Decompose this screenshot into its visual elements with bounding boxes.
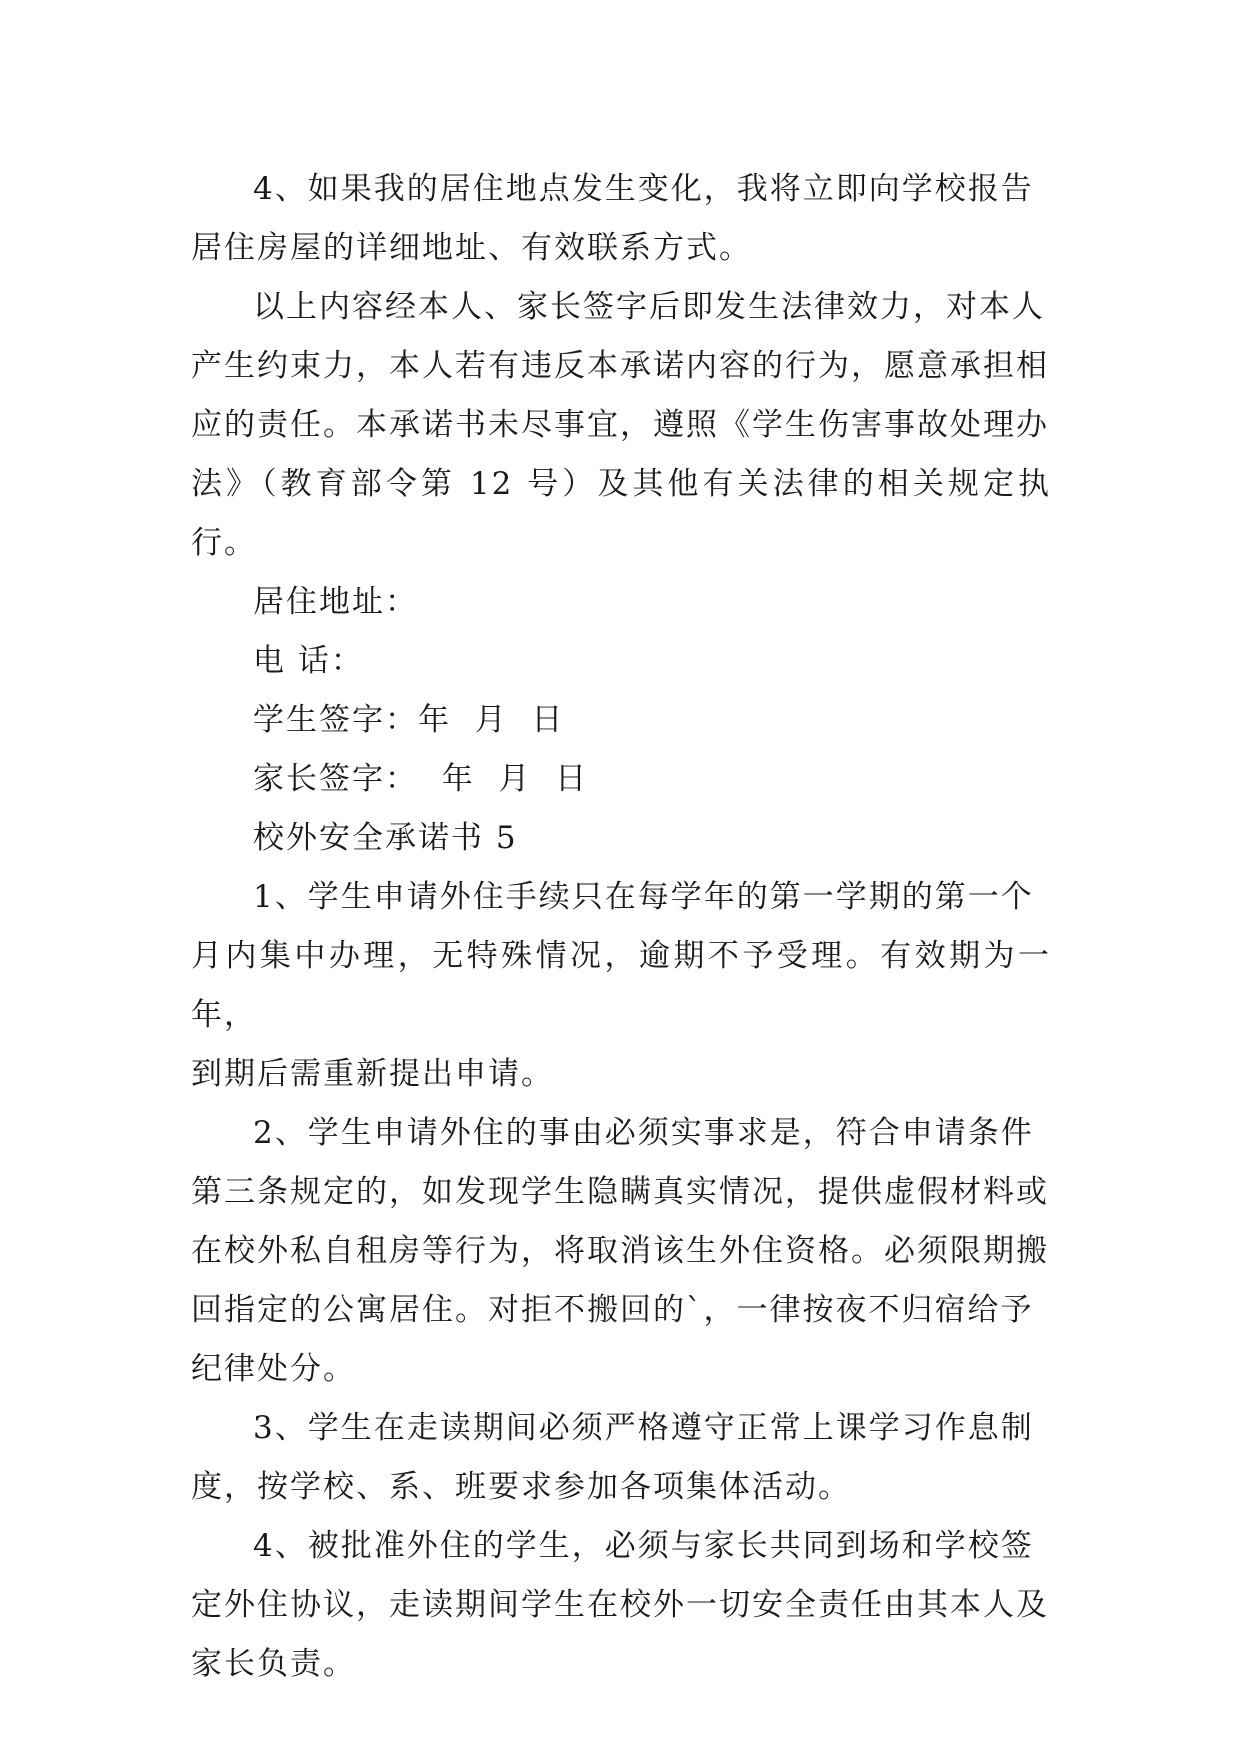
parent-signature-line: 家长签字： 年 月 日 [253, 761, 589, 797]
paragraph-item-4-relocation [191, 160, 1051, 278]
document-body [191, 160, 1051, 1694]
text-line: 法》（教育部令第 12 号）及其他有关法律的相关规定执行。 [191, 466, 1051, 561]
text-line: 月内集中办理，无特殊情况，逾期不予受理。有效期为一年， [191, 938, 1051, 1033]
paragraph-item-2-reasons [191, 1104, 1051, 1399]
text-line: 纪律处分。 [191, 1351, 356, 1387]
text-line: 定外住协议，走读期间学生在校外一切安全责任由其本人及 [191, 1587, 1049, 1623]
text-line: 4、如果我的居住地点发生变化，我将立即向学校报告 [253, 171, 1034, 207]
text-line: 第三条规定的，如发现学生隐瞒真实情况，提供虚假材料或 [191, 1174, 1049, 1210]
phone-field-label: 电 话： [253, 643, 364, 679]
text-line: 3、学生在走读期间必须严格遵守正常上课学习作息制 [253, 1410, 1034, 1446]
paragraph-item-4-agreement [191, 1517, 1051, 1694]
paragraph-legal-effect [191, 278, 1051, 573]
text-line: 产生约束力，本人若有违反本承诺内容的行为，愿意承担相 [191, 348, 1049, 384]
section-title: 校外安全承诺书 5 [253, 820, 518, 856]
text-line: 回指定的公寓居住。对拒不搬回的`，一律按夜不归宿给予 [191, 1292, 1034, 1328]
text-line: 度，按学校、系、班要求参加各项集体活动。 [191, 1469, 851, 1505]
address-field-label: 居住地址： [253, 584, 418, 620]
text-line: 2、学生申请外住的事由必须实事求是，符合申请条件 [253, 1115, 1034, 1151]
text-line: 应的责任。本承诺书未尽事宜，遵照《学生伤害事故处理办 [191, 407, 1049, 443]
paragraph-item-3-schedule [191, 1399, 1051, 1517]
text-line: 到期后需重新提出申请。 [191, 1056, 554, 1092]
paragraph-item-1-application [191, 868, 1051, 1104]
text-line: 以上内容经本人、家长签字后即发生法律效力，对本人 [253, 289, 1045, 325]
student-signature-line: 学生签字：年 月 日 [253, 702, 565, 738]
text-line: 4、被批准外住的学生，必须与家长共同到场和学校签 [253, 1528, 1034, 1564]
text-line: 1、学生申请外住手续只在每学年的第一学期的第一个 [253, 879, 1034, 915]
text-line: 家长负责。 [191, 1646, 356, 1682]
text-line: 居住房屋的详细地址、有效联系方式。 [191, 230, 752, 266]
text-line: 在校外私自租房等行为，将取消该生外住资格。必须限期搬 [191, 1233, 1049, 1269]
